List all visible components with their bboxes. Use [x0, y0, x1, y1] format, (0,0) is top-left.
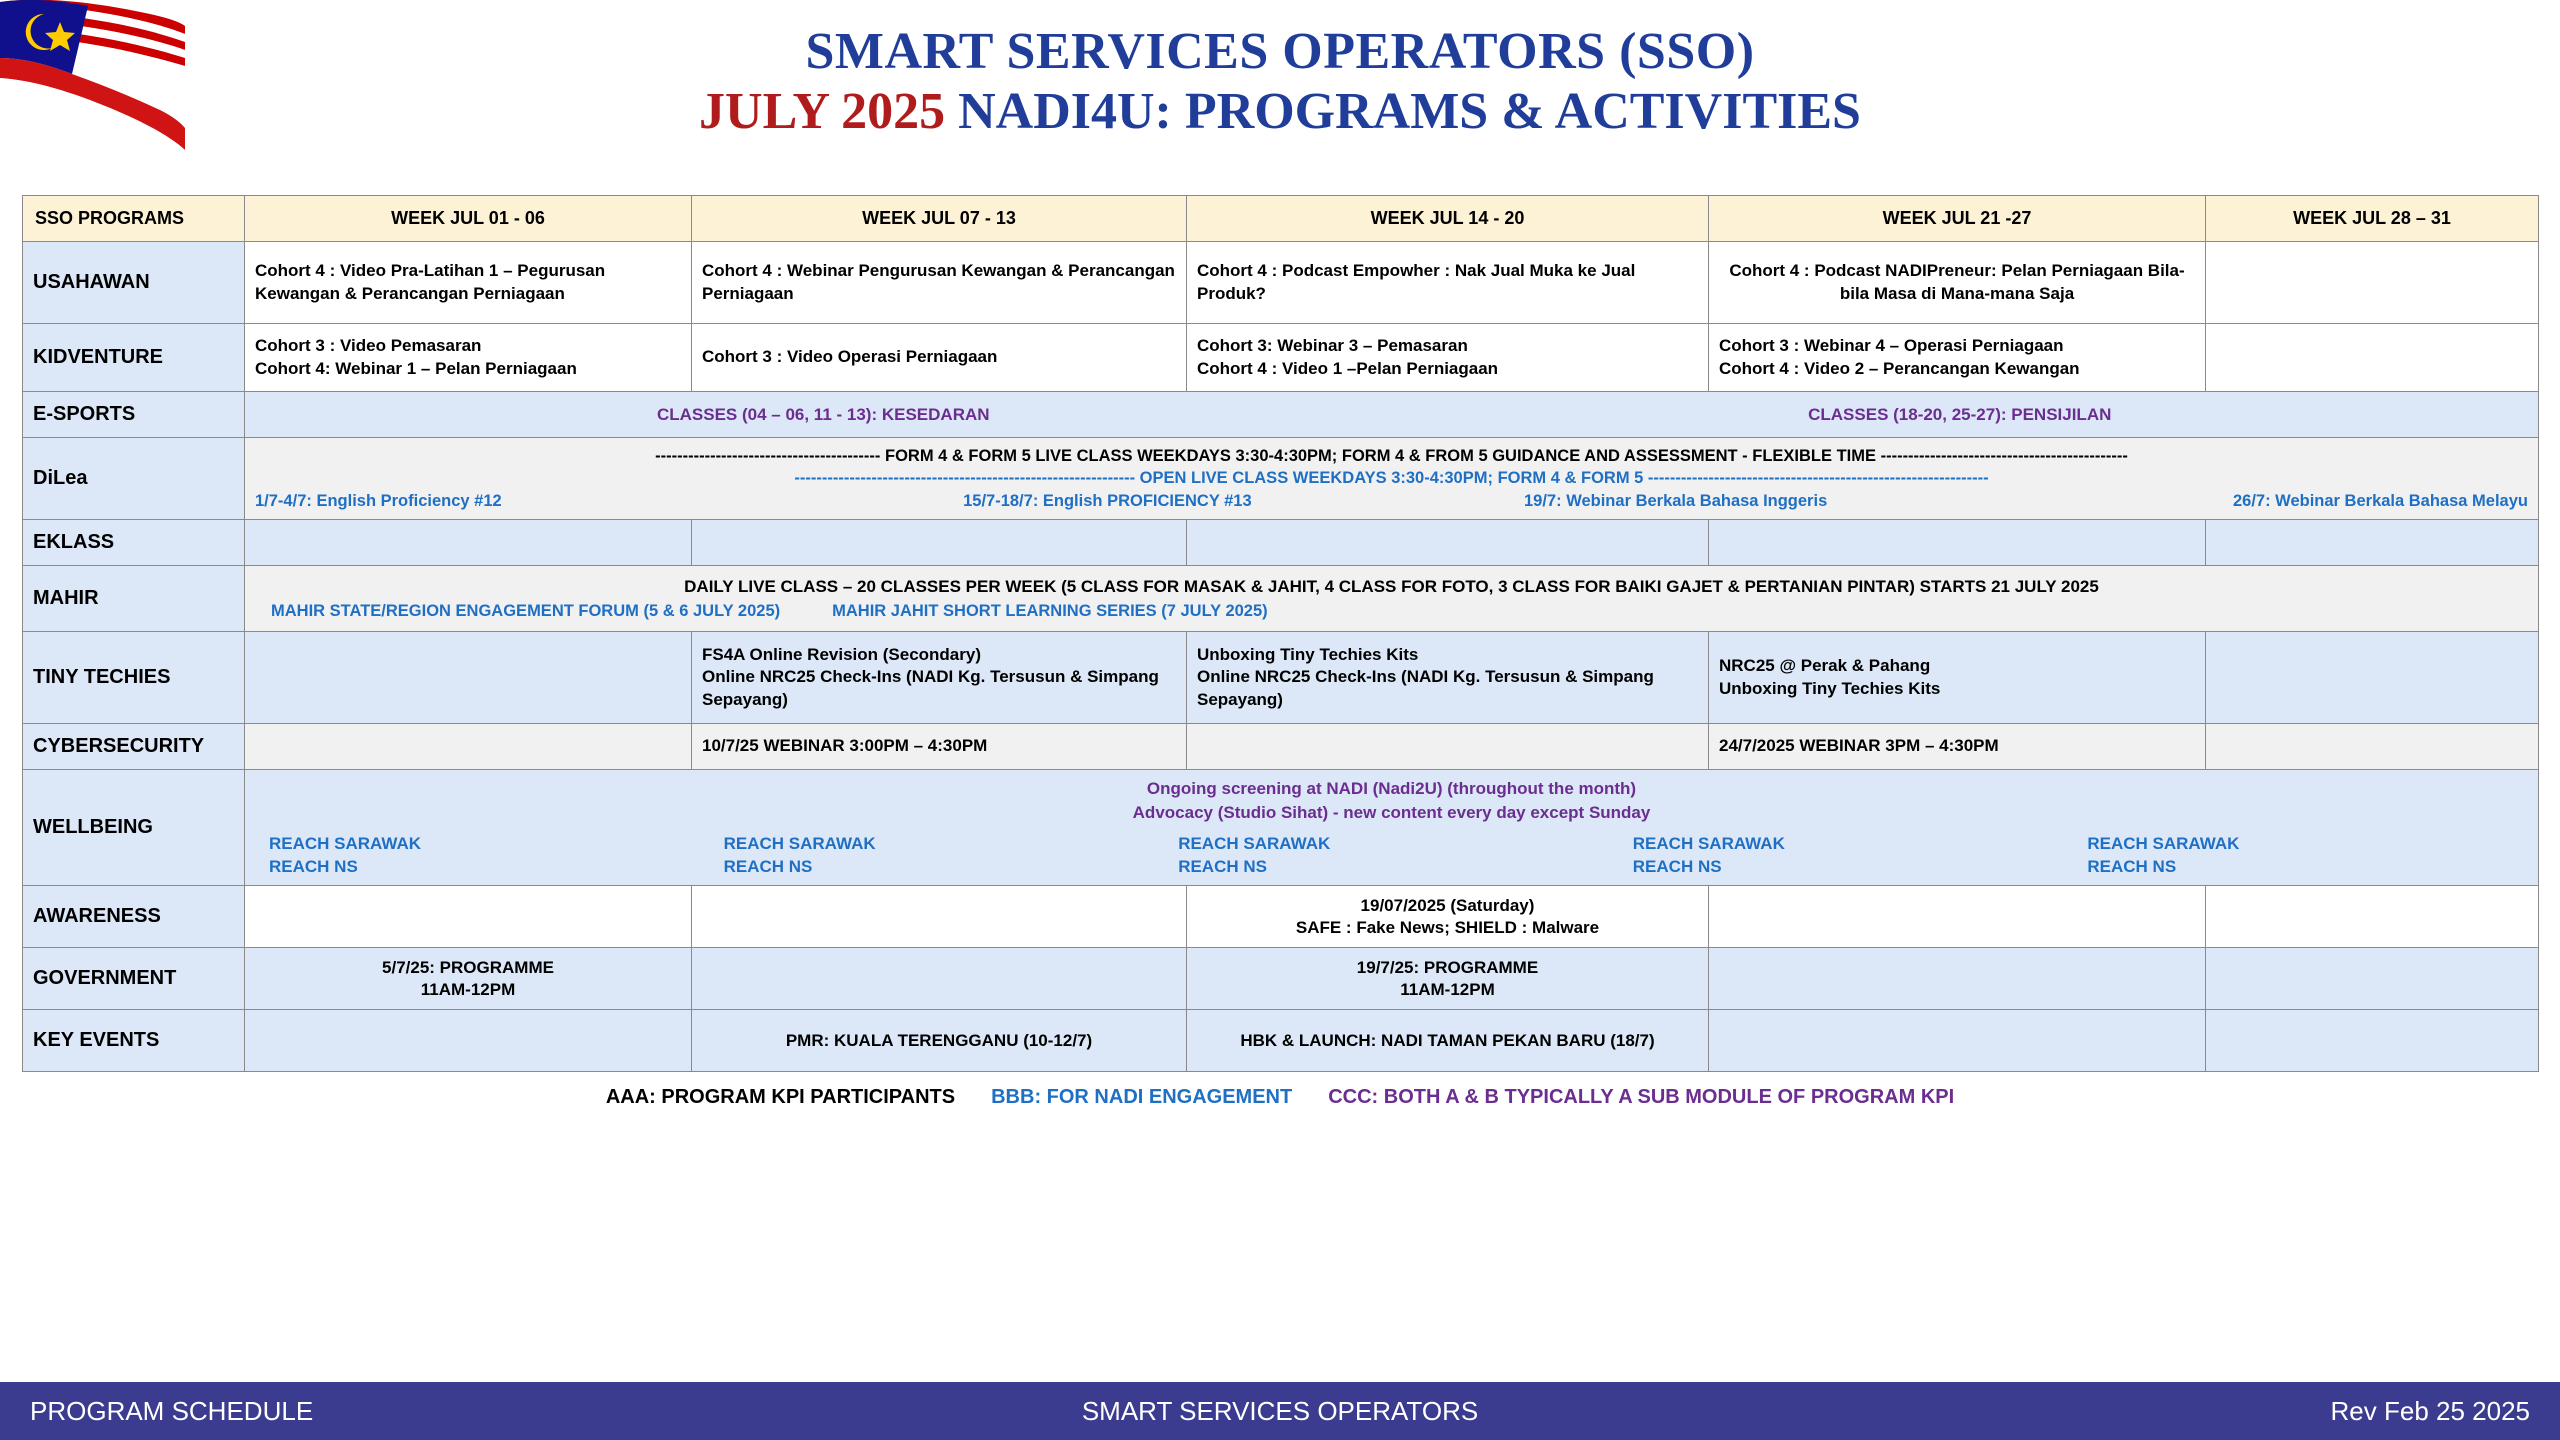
table-row-eklass: [23, 520, 2539, 566]
column-header-week-3: WEEK JUL 14 - 20: [1187, 196, 1709, 242]
cell-government-w2: [692, 948, 1187, 1010]
table-row-wellbeing: [23, 770, 2539, 886]
table-row-tiny-techies: [23, 632, 2539, 724]
mahir-top-line: DAILY LIVE CLASS – 20 CLASSES PER WEEK (5 CLASS FOR MASAK & JAHIT, 4 CLASS FOR FOTO, 3 CLASS FOR BAIKI GAJET & PERTANIAN PINTAR) STARTS 21 JULY 2025: [684, 576, 2099, 596]
cell-awareness-w4: [1709, 886, 2206, 948]
dilea-line-2: -------------------------------------------------------------- OPEN LIVE CLASS WEEKDAYS 3:30-4:30PM; FORM 4 & FORM 5 --------------------------------------------------------------: [794, 468, 1989, 487]
cell-tiny-techies-w4: [1709, 632, 2206, 724]
table-header-row: [23, 196, 2539, 242]
cell-kidventure-w2: Cohort 3 : Video Operasi Perniagaan: [692, 324, 1187, 392]
cell-awareness-w1: [245, 886, 692, 948]
wellbeing-col-3: [1164, 833, 1619, 879]
cell-eklass-w5: [2206, 520, 2539, 566]
cell-key-events-w4: [1709, 1010, 2206, 1072]
wellbeing-col-3-a: REACH SARAWAK: [1178, 833, 1331, 853]
cell-tiny-techies-w2-line1: FS4A Online Revision (Secondary): [702, 644, 981, 664]
cell-kidventure-w3-line2: Cohort 4 : Video 1 –Pelan Perniagaan: [1197, 358, 1499, 378]
row-label-government: GOVERNMENT: [23, 948, 245, 1010]
row-label-kidventure: KIDVENTURE: [23, 324, 245, 392]
cell-usahawan-w1: Cohort 4 : Video Pra-Latihan 1 – Pegurusan Kewangan & Perancangan Perniagaan: [245, 242, 692, 324]
page-header: [0, 0, 2560, 195]
cell-eklass-w4: [1709, 520, 2206, 566]
cell-government-w5: [2206, 948, 2539, 1010]
column-header-week-4: WEEK JUL 21 -27: [1709, 196, 2206, 242]
table-row-dilea: [23, 438, 2539, 520]
row-label-mahir: MAHIR: [23, 566, 245, 632]
row-label-wellbeing: WELLBEING: [23, 770, 245, 886]
table-row-awareness: [23, 886, 2539, 948]
cell-eklass-w3: [1187, 520, 1709, 566]
cell-cybersecurity-w2: 10/7/25 WEBINAR 3:00PM – 4:30PM: [692, 724, 1187, 770]
title-rest: NADI4U: PROGRAMS & ACTIVITIES: [945, 82, 1861, 140]
wellbeing-col-4: [1619, 833, 2074, 879]
wellbeing-col-2: [710, 833, 1165, 879]
cell-government-w1: [245, 948, 692, 1010]
cell-tiny-techies-w4-line2: Unboxing Tiny Techies Kits: [1719, 678, 1941, 698]
cell-kidventure-w4-line1: Cohort 3 : Webinar 4 – Operasi Perniagaan: [1719, 336, 2064, 356]
column-header-programs: SSO PROGRAMS: [23, 196, 245, 242]
cell-tiny-techies-w3-line2: Online NRC25 Check-Ins (NADI Kg. Tersusun & Simpang Sepayang): [1197, 667, 1654, 709]
wellbeing-col-2-a: REACH SARAWAK: [723, 833, 876, 853]
dilea-item-2: 15/7-18/7: English PROFICIENCY #13: [963, 491, 1252, 510]
row-label-cybersecurity: CYBERSECURITY: [23, 724, 245, 770]
column-header-week-2: WEEK JUL 07 - 13: [692, 196, 1187, 242]
wellbeing-col-5: [2073, 833, 2528, 879]
cell-key-events-w5: [2206, 1010, 2539, 1072]
cell-kidventure-w5: [2206, 324, 2539, 392]
title-block: [0, 0, 2560, 142]
cell-wellbeing-span: [245, 770, 2539, 886]
cell-cybersecurity-w3: [1187, 724, 1709, 770]
cell-awareness-w3-line2: SAFE : Fake News; SHIELD : Malware: [1295, 917, 1600, 937]
cell-usahawan-w3: Cohort 4 : Podcast Empowher : Nak Jual Muka ke Jual Produk?: [1187, 242, 1709, 324]
cell-dilea-span: [245, 438, 2539, 520]
row-label-tiny-techies: TINY TECHIES: [23, 632, 245, 724]
cell-awareness-w2: [692, 886, 1187, 948]
table-row-esports: [23, 392, 2539, 438]
table-row-key-events: [23, 1010, 2539, 1072]
cell-kidventure-w1-line1: Cohort 3 : Video Pemasaran: [255, 336, 482, 356]
wellbeing-top-line-1: Ongoing screening at NADI (Nadi2U) (throughout the month): [1146, 779, 1637, 798]
wellbeing-top-line-2: Advocacy (Studio Sihat) - new content every day except Sunday: [1132, 802, 1651, 822]
wellbeing-col-1-a: REACH SARAWAK: [269, 833, 422, 853]
table-row-cybersecurity: [23, 724, 2539, 770]
cell-esports-right: CLASSES (18-20, 25-27): PENSIJILAN: [1808, 404, 2112, 424]
cell-cybersecurity-w4: 24/7/2025 WEBINAR 3PM – 4:30PM: [1709, 724, 2206, 770]
cell-tiny-techies-w5: [2206, 632, 2539, 724]
table-row-kidventure: [23, 324, 2539, 392]
cell-awareness-w3-line1: 19/07/2025 (Saturday): [1360, 895, 1535, 915]
page-footer: [0, 1382, 2560, 1440]
footer-revision-label: Rev Feb 25 2025: [2330, 1395, 2530, 1426]
cell-eklass-w2: [692, 520, 1187, 566]
column-header-week-1: WEEK JUL 01 - 06: [245, 196, 692, 242]
legend-item-aaa: AAA: PROGRAM KPI PARTICIPANTS: [605, 1086, 956, 1109]
legend-item-ccc: CCC: BOTH A & B TYPICALLY A SUB MODULE OF PROGRAM KPI: [1328, 1086, 1955, 1109]
schedule-table-wrapper: [0, 195, 2560, 1072]
cell-mahir-span: [245, 566, 2539, 632]
cell-awareness-w5: [2206, 886, 2539, 948]
cell-tiny-techies-w4-line1: NRC25 @ Perak & Pahang: [1719, 656, 1931, 676]
wellbeing-col-5-a: REACH SARAWAK: [2087, 833, 2240, 853]
cell-government-w1-line2: 11AM-12PM: [420, 979, 516, 999]
footer-center-label: SMART SERVICES OPERATORS: [1081, 1395, 1479, 1426]
cell-eklass-w1: [245, 520, 692, 566]
cell-kidventure-w1-line2: Cohort 4: Webinar 1 – Pelan Perniagaan: [255, 358, 577, 378]
dilea-item-3: 19/7: Webinar Berkala Bahasa Inggeris: [1524, 491, 1828, 510]
cell-tiny-techies-w2: [692, 632, 1187, 724]
cell-awareness-w3: [1187, 886, 1709, 948]
cell-usahawan-w2: Cohort 4 : Webinar Pengurusan Kewangan & Perancangan Perniagaan: [692, 242, 1187, 324]
page-title-line-1: SMART SERVICES OPERATORS (SSO): [805, 23, 1755, 80]
row-label-usahawan: USAHAWAN: [23, 242, 245, 324]
wellbeing-col-1: [255, 833, 710, 879]
cell-key-events-w3: HBK & LAUNCH: NADI TAMAN PEKAN BARU (18/7): [1187, 1010, 1709, 1072]
mahir-sub-1: MAHIR STATE/REGION ENGAGEMENT FORUM (5 & 6 JULY 2025): [271, 601, 781, 620]
malaysia-flag-icon: [0, 0, 185, 170]
cell-esports-span: [245, 392, 2539, 438]
cell-government-w3: [1187, 948, 1709, 1010]
cell-cybersecurity-w1: [245, 724, 692, 770]
cell-tiny-techies-w2-line2: Online NRC25 Check-Ins (NADI Kg. Tersusun & Simpang Sepayang): [702, 667, 1159, 709]
wellbeing-col-3-b: REACH NS: [1178, 856, 1267, 876]
cell-tiny-techies-w3: [1187, 632, 1709, 724]
row-label-eklass: EKLASS: [23, 520, 245, 566]
page-title-line-2: [0, 82, 2560, 142]
row-label-dilea: DiLea: [23, 438, 245, 520]
cell-kidventure-w4-line2: Cohort 4 : Video 2 – Perancangan Kewangan: [1719, 358, 2080, 378]
table-row-government: [23, 948, 2539, 1010]
cell-tiny-techies-w1: [245, 632, 692, 724]
cell-key-events-w2: PMR: KUALA TERENGGANU (10-12/7): [692, 1010, 1187, 1072]
row-label-esports: E-SPORTS: [23, 392, 245, 438]
wellbeing-col-2-b: REACH NS: [723, 856, 813, 876]
mahir-sub-2: MAHIR JAHIT SHORT LEARNING SERIES (7 JULY 2025): [832, 601, 1268, 620]
dilea-line-1: ----------------------------------------- FORM 4 & FORM 5 LIVE CLASS WEEKDAYS 3:30-4:30PM; FORM 4 & FROM 5 GUIDANCE AND ASSESSMENT - FLEXIBLE TIME ---------------------------------------------: [655, 447, 2128, 466]
wellbeing-col-4-b: REACH NS: [1632, 856, 1722, 876]
dilea-item-1: 1/7-4/7: English Proficiency #12: [255, 491, 502, 510]
cell-kidventure-w1: [245, 324, 692, 392]
wellbeing-col-5-b: REACH NS: [2087, 856, 2177, 876]
cell-kidventure-w4: [1709, 324, 2206, 392]
wellbeing-col-4-a: REACH SARAWAK: [1632, 833, 1785, 853]
wellbeing-col-1-b: REACH NS: [269, 856, 358, 876]
table-row-mahir: [23, 566, 2539, 632]
legend-item-bbb: BBB: FOR NADI ENGAGEMENT: [991, 1086, 1293, 1109]
footer-left-label: PROGRAM SCHEDULE: [30, 1395, 314, 1426]
cell-tiny-techies-w3-line1: Unboxing Tiny Techies Kits: [1197, 644, 1419, 664]
dilea-item-4: 26/7: Webinar Berkala Bahasa Melayu: [2232, 491, 2528, 510]
title-month: JULY 2025: [699, 82, 946, 140]
table-row-usahawan: [23, 242, 2539, 324]
row-label-awareness: AWARENESS: [23, 886, 245, 948]
cell-government-w4: [1709, 948, 2206, 1010]
cell-government-w1-line1: 5/7/25: PROGRAMME: [382, 957, 554, 977]
cell-usahawan-w4: Cohort 4 : Podcast NADIPreneur: Pelan Perniagaan Bila-bila Masa di Mana-mana Saja: [1709, 242, 2206, 324]
cell-key-events-w1: [245, 1010, 692, 1072]
cell-usahawan-w5: [2206, 242, 2539, 324]
row-label-key-events: KEY EVENTS: [23, 1010, 245, 1072]
cell-cybersecurity-w5: [2206, 724, 2539, 770]
cell-government-w3-line1: 19/7/25: PROGRAMME: [1356, 957, 1539, 977]
column-header-week-5: WEEK JUL 28 – 31: [2206, 196, 2539, 242]
program-schedule-table: [22, 195, 2539, 1072]
cell-government-w3-line2: 11AM-12PM: [1400, 979, 1495, 999]
cell-kidventure-w3-line1: Cohort 3: Webinar 3 – Pemasaran: [1197, 336, 1468, 356]
legend: [0, 1072, 2560, 1121]
cell-kidventure-w3: [1187, 324, 1709, 392]
cell-esports-left: CLASSES (04 – 06, 11 - 13): KESEDARAN: [656, 404, 990, 424]
